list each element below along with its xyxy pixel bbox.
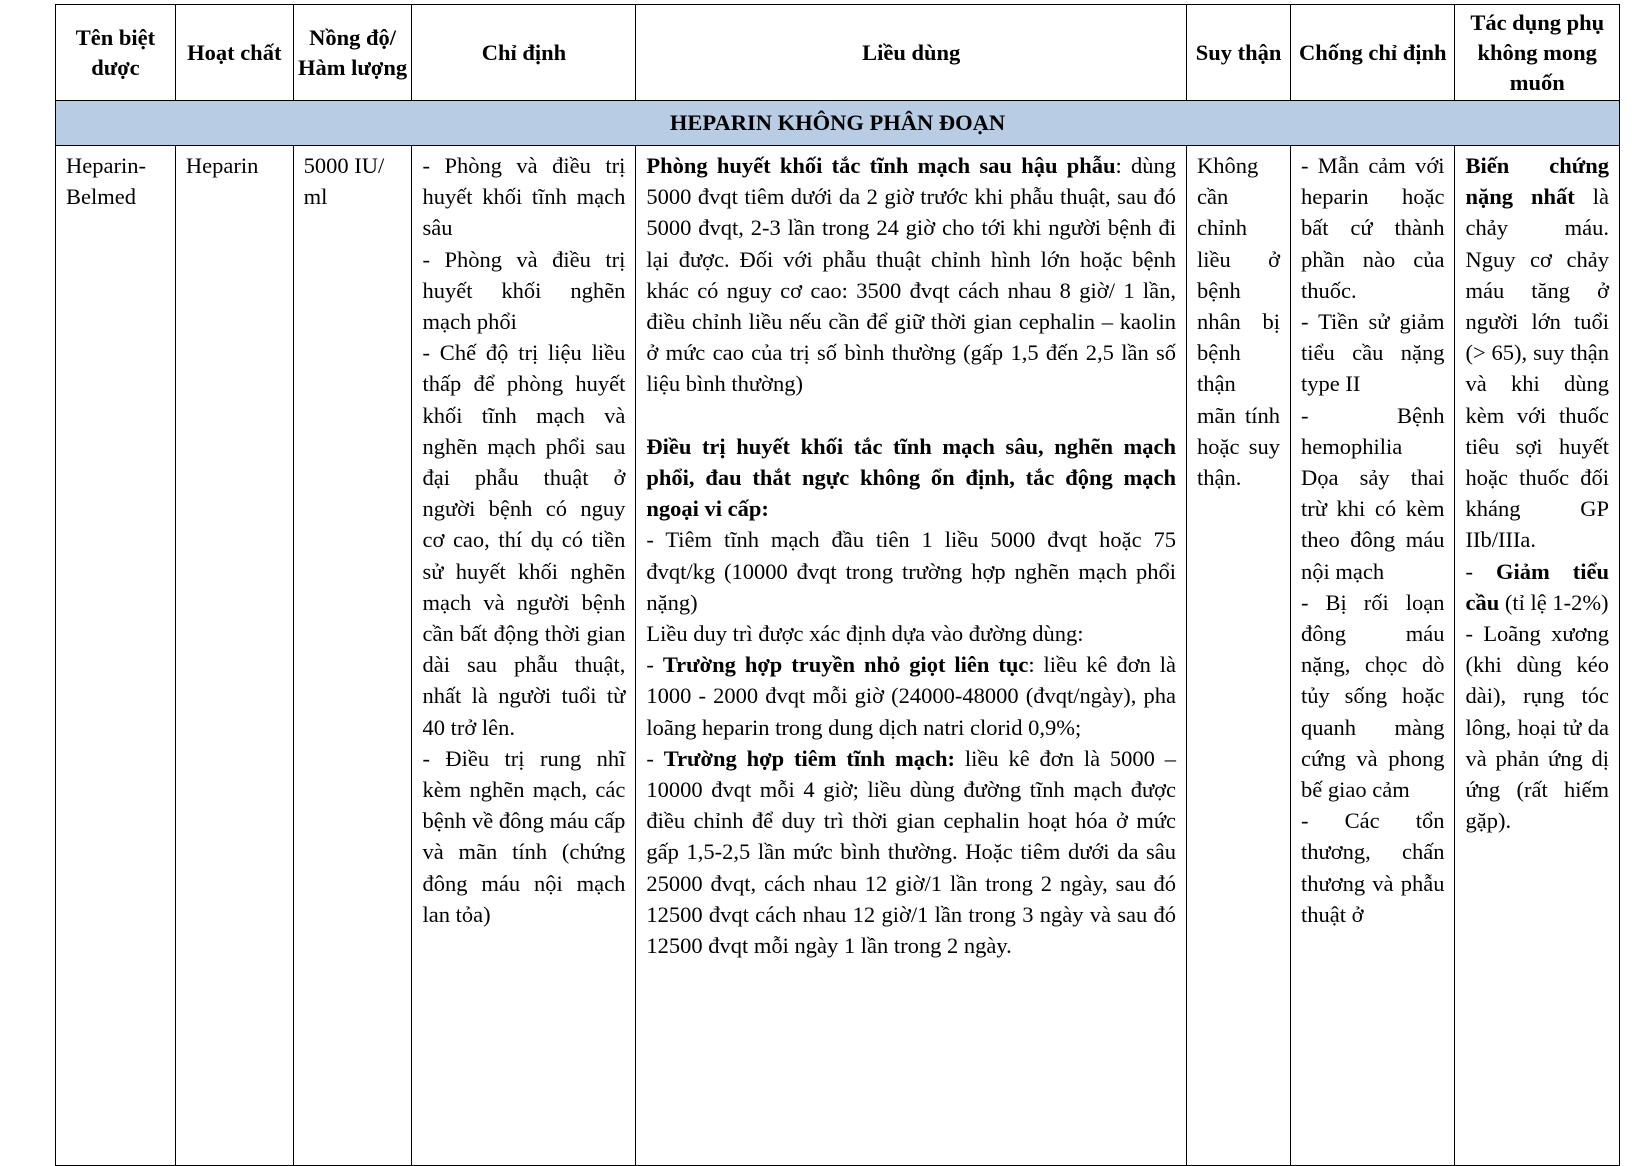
dosage-paragraph	[646, 649, 1176, 743]
header-contraindication: Chống chỉ định	[1291, 5, 1455, 101]
indication-item: - Phòng và điều trị huyết khối tĩnh mạch sâu	[422, 153, 626, 241]
section-row	[56, 101, 1620, 146]
cell-ingredient: Heparin	[175, 146, 293, 1166]
dosage-paragraph	[646, 743, 1176, 961]
adverse-heading: Biến chứng nặng nhất	[1465, 153, 1609, 210]
dash: -	[1465, 558, 1496, 584]
adverse-text: (tỉ lệ 1-2%)	[1499, 589, 1609, 615]
adverse-text: - Loãng xương (khi dùng kéo dài), rụng tóc lông, hoại tử da và phản ứng dị ứng (rất hiếm gặp).	[1465, 621, 1609, 834]
dosage-text: - Tiêm tĩnh mạch đầu tiên 1 liều 5000 đvqt hoặc 75 đvqt/kg (10000 đvqt trong trường hợp nghẽn mạch phổi nặng)	[646, 527, 1177, 615]
header-brand: Tên biệt dược	[56, 5, 176, 101]
contraindication-item: - Bị rối loạn đông máu nặng, chọc dò tủy sống hoặc quanh màng cứng và phong bế giao cảm	[1301, 589, 1445, 803]
cell-contraindication	[1291, 146, 1455, 1166]
adverse-text: là chảy máu. Nguy cơ chảy máu tăng ở người lớn tuổi (> 65), suy thận và khi dùng kèm với thuốc tiêu sợi huyết hoặc thuốc đối kháng GP IIb/IIIa.	[1465, 184, 1609, 553]
dash: -	[646, 652, 663, 678]
indication-item: - Chế độ trị liệu liều thấp để phòng huyết khối tĩnh mạch và nghẽn mạch phổi sau đại phẫu thuật ở người bệnh có nguy cơ cao, thí dụ có tiền sử huyết khối nghẽn mạch và người bệnh cần bất động thời gian dài sau phẫu thuật, nhất là người tuổi từ 40 trở lên.	[422, 340, 626, 740]
dosage-text: : dùng 5000 đvqt tiêm dưới da 2 giờ trước khi phẫu thuật, sau đó 5000 đvqt, 2-3 lần trong 24 giờ cho tới khi người bệnh đi lại được. Đối với phẫu thuật chỉnh hình lớn hoặc bệnh khác có nguy cơ cao: 3500 đvqt cách nhau 8 giờ/ 1 lần, điều chỉnh liều nếu cần để giữ thời gian cephalin – kaolin ở mức cao của trị số bình thường (gấp 1,5 đến 2,5 lần số liệu bình thường)	[646, 153, 1177, 397]
header-strength: Nồng độ/ Hàm lượng	[293, 5, 412, 101]
header-row	[56, 5, 1620, 101]
adverse-paragraph	[1465, 150, 1609, 556]
header-renal: Suy thận	[1187, 5, 1291, 101]
dosage-heading: Điều trị huyết khối tắc tĩnh mạch sâu, nghẽn mạch phổi, đau thắt ngực không ổn định, tắc động mạch ngoại vi cấp:	[646, 433, 1177, 522]
dosage-heading: Trường hợp truyền nhỏ giọt liên tục	[662, 652, 1029, 678]
table-row	[56, 146, 1620, 1166]
dosage-heading: Trường hợp tiêm tĩnh mạch:	[663, 745, 955, 771]
contraindication-item: - Bệnh hemophilia	[1301, 402, 1445, 459]
adverse-paragraph	[1465, 556, 1609, 618]
cell-renal: Không cần chỉnh liều ở bệnh nhân bị bệnh thận mãn tính hoặc suy thận.	[1187, 146, 1291, 1166]
dosage-text: : liều kê đơn là 1000 - 2000 đvqt mỗi giờ (24000-48000 (đvqt/ngày), pha loãng heparin trong dung dịch natri clorid 0,9%;	[646, 652, 1177, 740]
dosage-paragraph	[646, 150, 1176, 400]
header-indication: Chỉ định	[412, 5, 636, 101]
dash: -	[646, 745, 664, 771]
dosage-text: liều kê đơn là 5000 – 10000 đvqt mỗi 4 giờ; liều dùng đường tĩnh mạch được điều chỉnh để duy trì thời gian cephalin hoạt hóa ở mức gấp 1,5-2,5 lần mức bình thường. Hoặc tiêm dưới da sâu 25000 đvqt, cách nhau 12 giờ/1 lần trong 2 ngày, sau đó 12500 đvqt cách nhau 12 giờ/1 lần trong 3 ngày và sau đó 12500 đvqt mỗi ngày 1 lần trong 2 ngày.	[646, 745, 1177, 959]
dosage-text: Liều duy trì được xác định dựa vào đường dùng:	[646, 621, 1084, 647]
indication-item: - Phòng và điều trị huyết khối nghẽn mạch phổi	[422, 246, 626, 335]
adverse-heading: Giảm tiểu cầu	[1465, 558, 1609, 615]
cell-brand: Heparin-Belmed	[56, 146, 176, 1166]
contraindication-item: Dọa sảy thai trừ khi có kèm theo đông máu nội mạch	[1301, 465, 1445, 584]
header-adverse: Tác dụng phụ không mong muốn	[1455, 5, 1620, 101]
contraindication-item: - Tiền sử giảm tiểu cầu nặng type II	[1301, 309, 1445, 397]
section-title: HEPARIN KHÔNG PHÂN ĐOẠN	[56, 101, 1620, 146]
header-ingredient: Hoạt chất	[175, 5, 293, 101]
cell-dosage	[636, 146, 1187, 1166]
cell-adverse	[1455, 146, 1620, 1166]
indication-item: - Điều trị rung nhĩ kèm nghẽn mạch, các bệnh về đông máu cấp và mãn tính (chứng đông máu nội mạch lan tỏa)	[422, 745, 626, 927]
drug-table	[55, 4, 1620, 1166]
spacer	[646, 400, 1176, 431]
contraindication-item: - Các tổn thương, chấn thương và phẫu thuật ở	[1301, 808, 1445, 927]
cell-indication	[412, 146, 636, 1166]
contraindication-item: - Mẫn cảm với heparin hoặc bất cứ thành phần nào của thuốc.	[1301, 153, 1445, 303]
header-dosage: Liều dùng	[636, 5, 1187, 101]
dosage-heading: Phòng huyết khối tắc tĩnh mạch sau hậu phẫu	[646, 153, 1116, 178]
cell-strength: 5000 IU/ ml	[293, 146, 412, 1166]
